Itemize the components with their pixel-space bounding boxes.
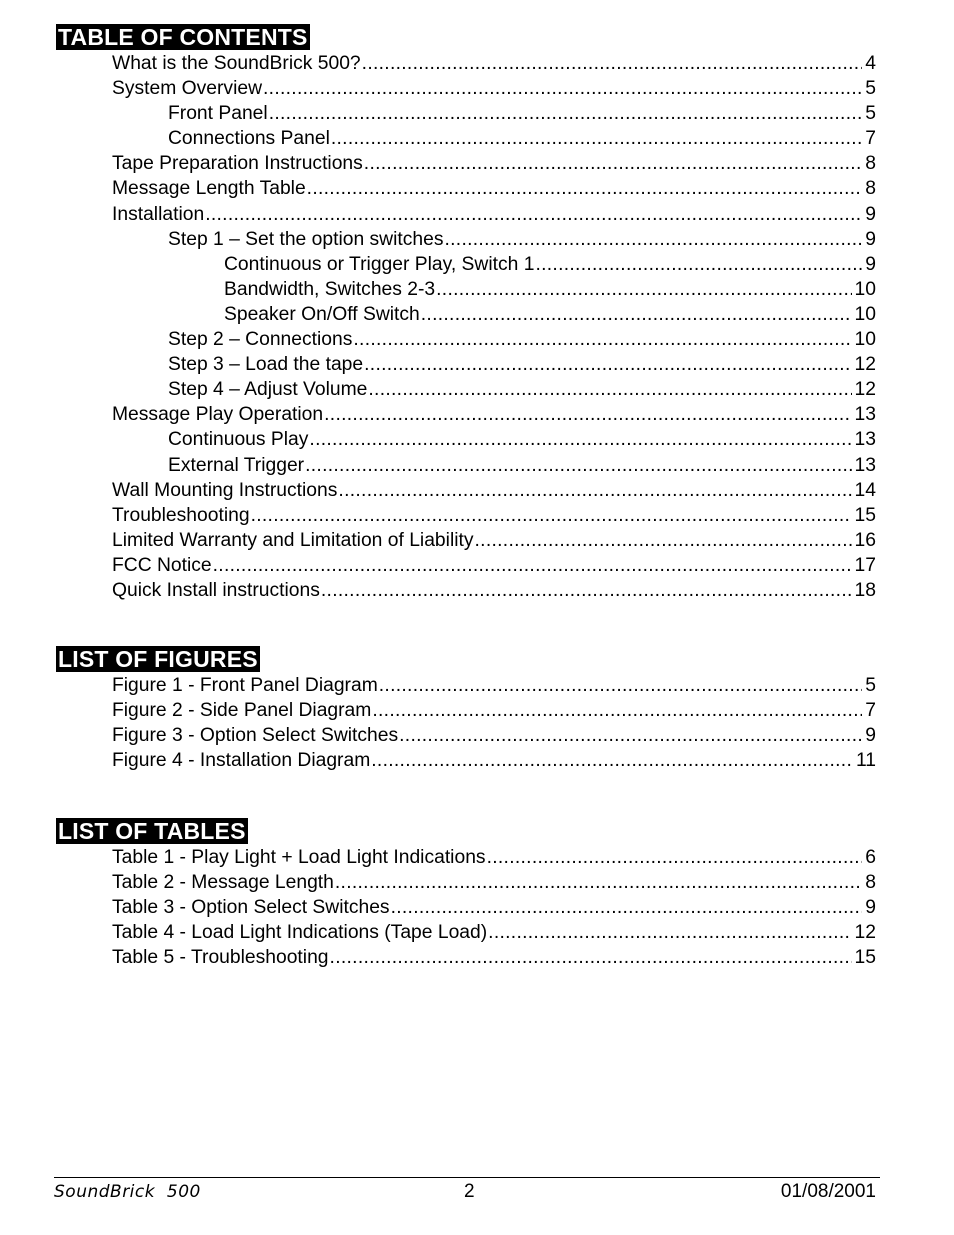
entry-label: Figure 2 - Side Panel Diagram: [112, 700, 372, 722]
toc-entry: [56, 748, 876, 773]
entry-page-number: 8: [865, 153, 876, 175]
entry-label: Speaker On/Off Switch: [224, 303, 420, 325]
tables-heading: LIST OF TABLES: [58, 818, 246, 844]
entry-label: Step 4 – Adjust Volume: [168, 379, 368, 401]
dot-leader: [205, 202, 862, 227]
dot-leader: [213, 553, 852, 578]
dot-leader: [362, 51, 863, 76]
toc-entry: [56, 673, 876, 698]
entry-label: Limited Warranty and Limitation of Liability: [112, 529, 474, 551]
entry-label: Figure 3 - Option Select Switches: [112, 725, 399, 747]
entry-page-number: 9: [865, 203, 876, 225]
toc-entry: [56, 377, 876, 402]
dot-leader: [488, 920, 851, 945]
entry-label: Figure 4 - Installation Diagram: [112, 750, 371, 772]
dot-leader: [436, 277, 851, 302]
entry-page-number: 10: [854, 303, 876, 325]
toc-entry: [56, 252, 876, 277]
entry-page-number: 11: [855, 750, 876, 772]
entry-label: Message Play Operation: [112, 404, 324, 426]
entry-page-number: 16: [854, 529, 876, 551]
entry-page-number: 12: [854, 922, 876, 944]
dot-leader: [321, 578, 852, 603]
entry-label: Table 4 - Load Light Indications (Tape Load): [112, 922, 488, 944]
entry-label: What is the SoundBrick 500?: [112, 53, 361, 74]
entry-label: FCC Notice: [112, 554, 212, 576]
dot-leader: [307, 176, 863, 201]
entry-label: System Overview: [112, 78, 262, 100]
entry-page-number: 7: [865, 128, 876, 150]
dot-leader: [309, 427, 851, 452]
dot-leader: [379, 673, 863, 698]
footer-rule: [54, 1177, 880, 1178]
toc-entry: [56, 101, 876, 126]
footer-date: 01/08/2001: [780, 1181, 876, 1202]
entry-label: Continuous or Trigger Play, Switch 1: [224, 253, 535, 275]
entry-label: Bandwidth, Switches 2-3: [224, 278, 436, 300]
entry-page-number: 15: [854, 947, 876, 969]
entry-label: Step 2 – Connections: [168, 329, 353, 351]
toc-entry: [56, 920, 876, 945]
toc-entry: [56, 528, 876, 553]
dot-leader: [331, 126, 862, 151]
toc-entry: [56, 176, 876, 201]
toc-entry: [56, 151, 876, 176]
toc-entry: [56, 870, 876, 895]
toc-entries: [56, 51, 876, 603]
dot-leader: [399, 723, 862, 748]
entry-page-number: 5: [865, 103, 876, 125]
dot-leader: [263, 76, 862, 101]
entry-page-number: 10: [854, 278, 876, 300]
footer-brand: SoundBrick 500: [54, 1182, 201, 1202]
entry-label: Tape Preparation Instructions: [112, 153, 363, 175]
entry-page-number: 13: [854, 404, 876, 426]
dot-leader: [475, 528, 852, 553]
entry-page-number: 8: [865, 872, 876, 894]
dot-leader: [372, 698, 862, 723]
entry-label: Message Length Table: [112, 178, 306, 200]
dot-leader: [371, 748, 853, 773]
figures-entries: [56, 673, 876, 773]
dot-leader: [305, 453, 851, 478]
entry-page-number: 4: [865, 53, 876, 74]
toc-entry: [56, 427, 876, 452]
entry-label: Table 1 - Play Light + Load Light Indications: [112, 847, 486, 868]
entry-page-number: 14: [854, 479, 876, 501]
toc-entry: [56, 945, 876, 970]
entry-page-number: 13: [854, 454, 876, 476]
dot-leader: [421, 302, 852, 327]
dot-leader: [353, 327, 851, 352]
entry-page-number: 9: [865, 725, 876, 747]
entry-page-number: 12: [854, 379, 876, 401]
toc-entry: [56, 503, 876, 528]
entry-label: Quick Install instructions: [112, 579, 320, 601]
figures-section: [56, 646, 876, 773]
dot-leader: [330, 945, 852, 970]
toc-entry: [56, 327, 876, 352]
entry-page-number: 9: [865, 897, 876, 919]
dot-leader: [364, 352, 851, 377]
toc-entry: [56, 302, 876, 327]
entry-page-number: 9: [865, 253, 876, 275]
page-footer: [54, 1180, 876, 1204]
entry-page-number: 6: [865, 847, 876, 868]
entry-page-number: 7: [865, 700, 876, 722]
entry-page-number: 9: [865, 228, 876, 250]
tables-entries: [56, 845, 876, 970]
toc-entry: [56, 553, 876, 578]
toc-entry: [56, 227, 876, 252]
entry-page-number: 5: [865, 675, 876, 696]
toc-entry: [56, 202, 876, 227]
dot-leader: [535, 252, 862, 277]
entry-label: Installation: [112, 203, 205, 225]
dot-leader: [269, 101, 863, 126]
entry-label: Wall Mounting Instructions: [112, 479, 338, 501]
toc-entry: [56, 578, 876, 603]
entry-page-number: 13: [854, 429, 876, 451]
toc-entry: [56, 76, 876, 101]
dot-leader: [444, 227, 862, 252]
dot-leader: [364, 151, 862, 176]
toc-entry: [56, 402, 876, 427]
entry-page-number: 5: [865, 78, 876, 100]
figures-heading: LIST OF FIGURES: [58, 646, 258, 672]
entry-page-number: 8: [865, 178, 876, 200]
entry-page-number: 12: [854, 354, 876, 376]
entry-page-number: 10: [854, 329, 876, 351]
toc-entry: [56, 698, 876, 723]
tables-section: [56, 818, 876, 970]
entry-label: Front Panel: [168, 103, 268, 125]
entry-label: Table 2 - Message Length: [112, 872, 334, 894]
dot-leader: [338, 478, 851, 503]
toc-entry: [56, 51, 876, 76]
entry-label: Table 3 - Option Select Switches: [112, 897, 390, 919]
dot-leader: [487, 845, 863, 870]
entry-label: Figure 1 - Front Panel Diagram: [112, 675, 378, 696]
dot-leader: [324, 402, 851, 427]
toc-entry: [56, 478, 876, 503]
entry-page-number: 18: [854, 579, 876, 601]
entry-label: Continuous Play: [168, 429, 309, 451]
entry-label: External Trigger: [168, 454, 305, 476]
entry-label: Step 3 – Load the tape: [168, 354, 364, 376]
toc-entry: [56, 845, 876, 870]
entry-page-number: 15: [854, 504, 876, 526]
dot-leader: [391, 895, 863, 920]
toc-entry: [56, 277, 876, 302]
dot-leader: [335, 870, 862, 895]
toc-entry: [56, 723, 876, 748]
toc-entry: [56, 126, 876, 151]
entry-label: Step 1 – Set the option switches: [168, 228, 444, 250]
toc-section: [56, 24, 876, 603]
dot-leader: [368, 377, 851, 402]
entry-label: Connections Panel: [168, 128, 330, 150]
entry-page-number: 17: [854, 554, 876, 576]
dot-leader: [251, 503, 852, 528]
entry-label: Table 5 - Troubleshooting: [112, 947, 329, 969]
toc-entry: [56, 895, 876, 920]
footer-page-number: 2: [464, 1181, 475, 1202]
toc-heading: TABLE OF CONTENTS: [58, 24, 308, 50]
toc-entry: [56, 352, 876, 377]
entry-label: Troubleshooting: [112, 504, 250, 526]
toc-entry: [56, 453, 876, 478]
